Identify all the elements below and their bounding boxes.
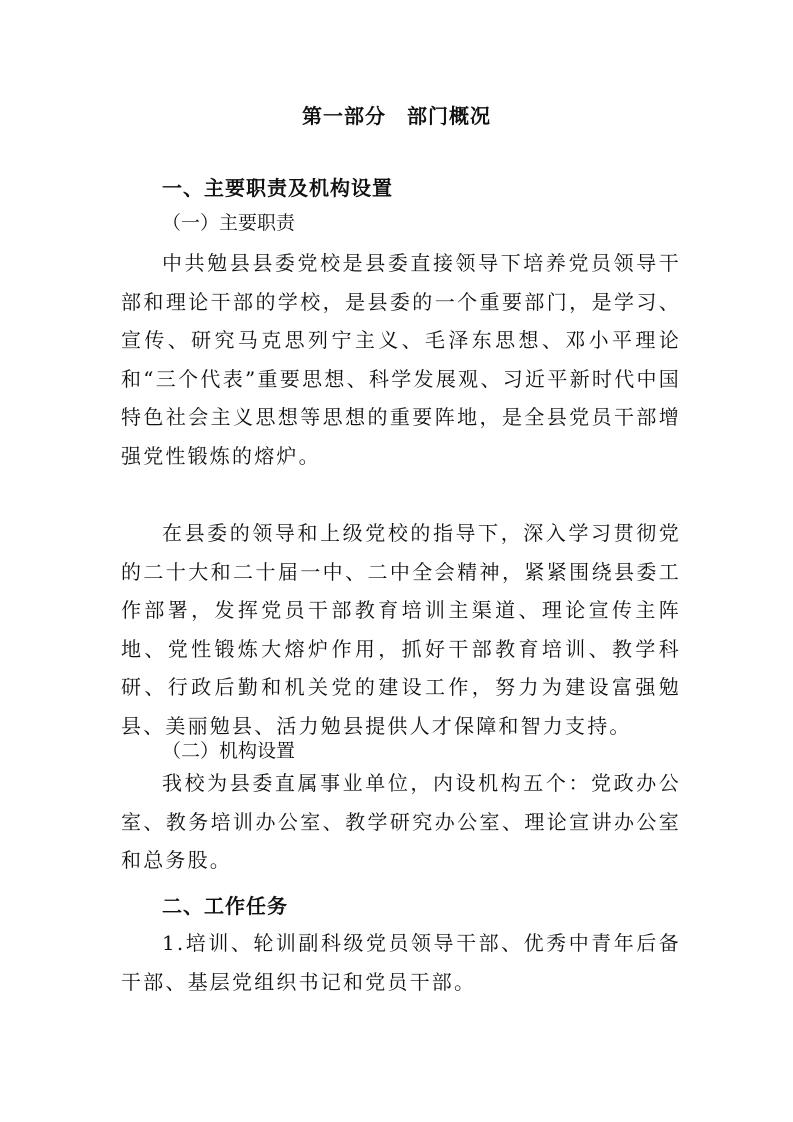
section-heading-tasks: 二、工作任务: [162, 894, 288, 918]
paragraph-duties-2: 在县委的领导和上级党校的指导下，深入学习贯彻党的二十大和二十届一中、二中全会精神，紧紧围绕县委工作部署，发挥党员干部教育培训主渠道、理论宣传主阵地、党性锻炼大熔炉作用，抓好干部教育培训、教学科研、行政后勤和机关党的建设工作，努力为建设富强勉县、美丽勉县、活力勉县提供人才保障和智力支持。: [121, 521, 681, 738]
paragraph-structure: 我校为县委直属事业单位，内设机构五个：党政办公室、教务培训办公室、教学研究办公室、理论宣讲办公室和总务股。: [121, 771, 681, 873]
paragraph-duties-1: 中共勉县县委党校是县委直接领导下培养党员领导干部和理论干部的学校，是县委的一个重要部门，是学习、宣传、研究马克思列宁主义、毛泽东思想、邓小平理论和“三个代表”重要思想、科学发展观、习近平新时代中国特色社会主义思想等思想的重要阵地，是全县党员干部增强党性锻炼的熔炉。: [121, 251, 681, 468]
subsection-heading-structure: （二）机构设置: [162, 740, 296, 762]
section-heading-responsibilities: 一、主要职责及机构设置: [162, 176, 393, 200]
paragraph-tasks-1: 1.培训、轮训副科级党员领导干部、优秀中青年后备干部、基层党组织书记和党员干部。: [121, 931, 681, 994]
page-title: 第一部分 部门概况: [302, 104, 491, 128]
subsection-heading-duties: （一）主要职责: [162, 212, 296, 234]
